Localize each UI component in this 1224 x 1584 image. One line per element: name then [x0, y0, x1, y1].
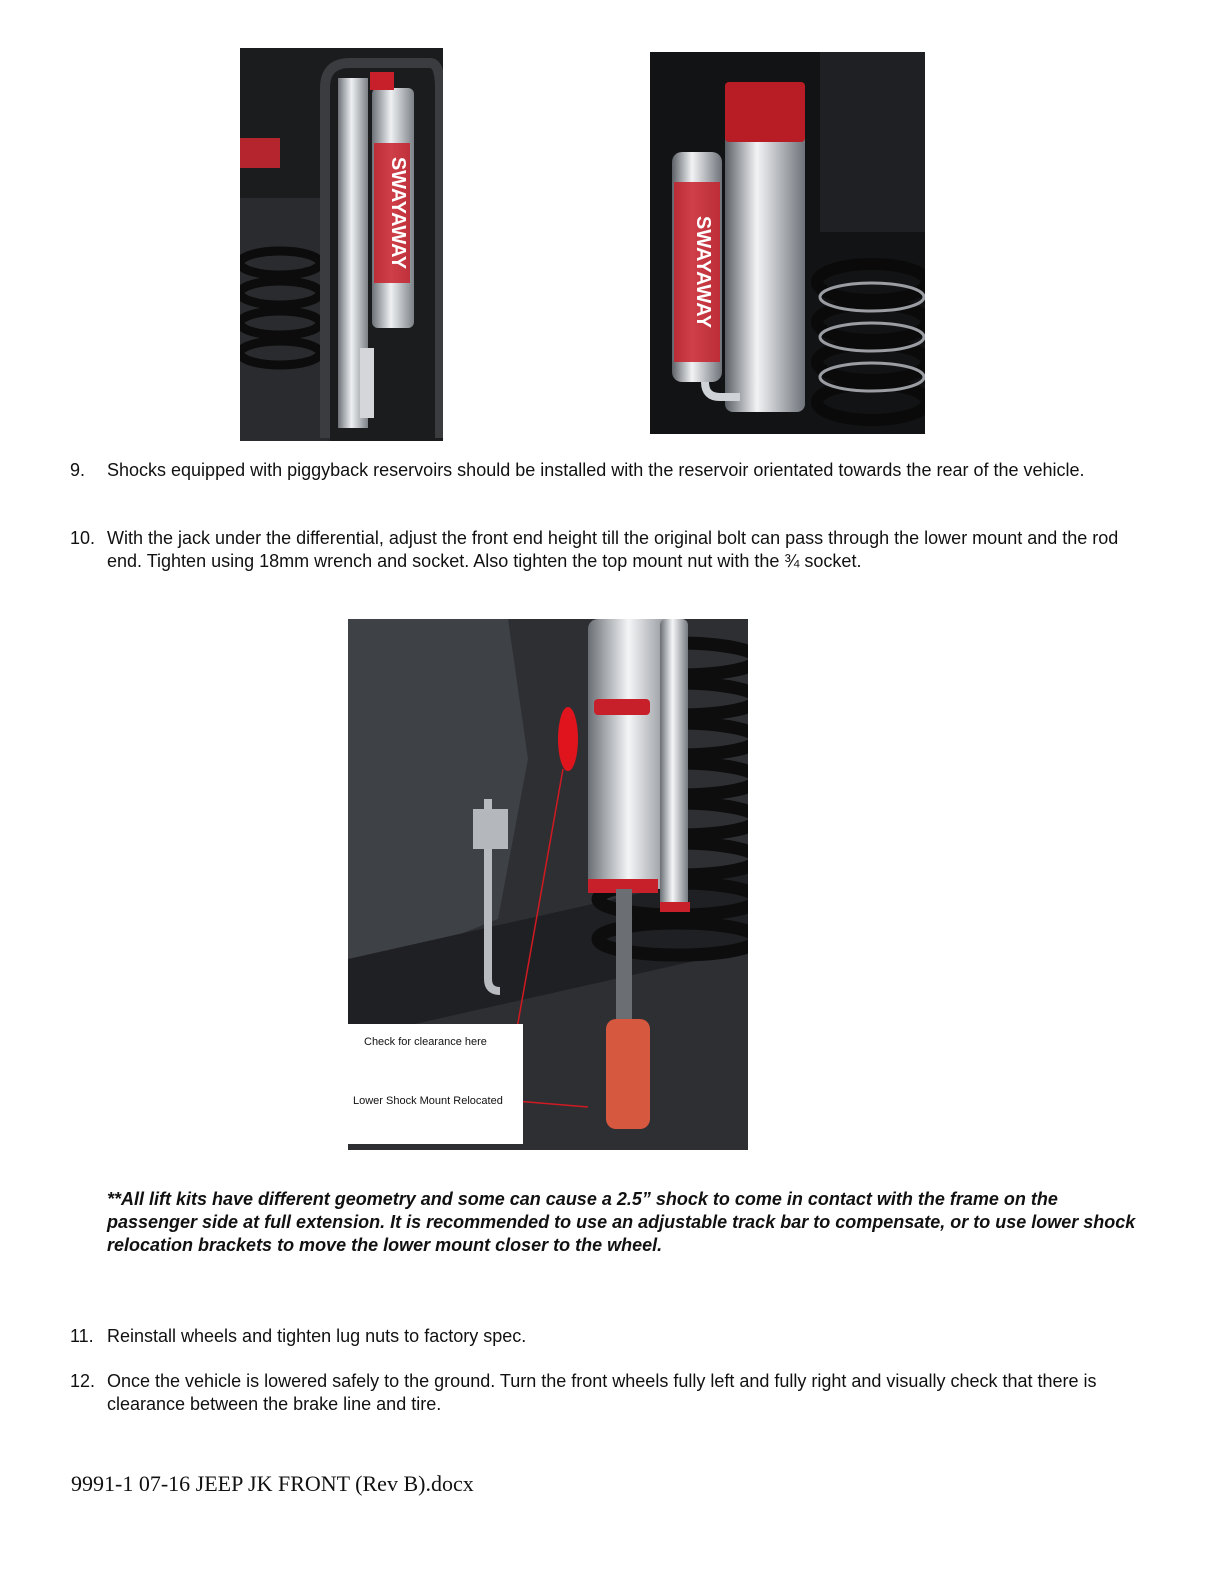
shock-photo-left-illustration: [240, 48, 443, 441]
step-11: [70, 1325, 1150, 1348]
step-11-number: 11.: [70, 1326, 94, 1346]
reservoir-logo-right: SWAYAWAY: [692, 215, 714, 329]
shock-photo-left: [240, 48, 443, 441]
shock-photo-right: [650, 52, 925, 434]
lower-mount-photo: [348, 619, 748, 1150]
step-10-text: With the jack under the differential, adjust the front end height till the original bolt can pass through the lower mount and the rod end. Tighten using 18mm wrench and socket. Also tighten the top mount nut with the ¾ socket.: [107, 528, 1119, 571]
step-9: [70, 459, 1150, 482]
step-11-text: Reinstall wheels and tighten lug nuts to factory spec.: [107, 1326, 527, 1346]
step-9-text: Shocks equipped with piggyback reservoirs should be installed with the reservoir orientated towards the rear of the vehicle.: [107, 460, 1085, 480]
document-footer: 9991-1 07-16 JEEP JK FRONT (Rev B).docx: [71, 1471, 474, 1496]
step-12-number: 12.: [70, 1371, 96, 1391]
caption-lower-mount: Lower Shock Mount Relocated: [353, 1095, 503, 1107]
lower-mount-photo-illustration: [348, 619, 748, 1150]
shock-photo-right-illustration: [650, 52, 925, 434]
step-10-number: 10.: [70, 528, 96, 548]
step-12-text: Once the vehicle is lowered safely to the ground. Turn the front wheels fully left and fully right and visually check that there is clearance between the brake line and tire.: [107, 1371, 1097, 1414]
step-10: [70, 527, 1150, 573]
lift-kit-warning-note: **All lift kits have different geometry and some can cause a 2.5” shock to come in contact with the frame on the passenger side at full extension. It is recommended to use an adjustable track bar to compensate, or to use lower shock relocation brackets to move the lower mount closer to the wheel.: [107, 1189, 1136, 1255]
step-12: [70, 1370, 1150, 1416]
step-9-number: 9.: [70, 460, 86, 480]
caption-check-clearance: Check for clearance here: [364, 1036, 487, 1048]
reservoir-logo-left: SWAYAWAY: [387, 156, 409, 270]
